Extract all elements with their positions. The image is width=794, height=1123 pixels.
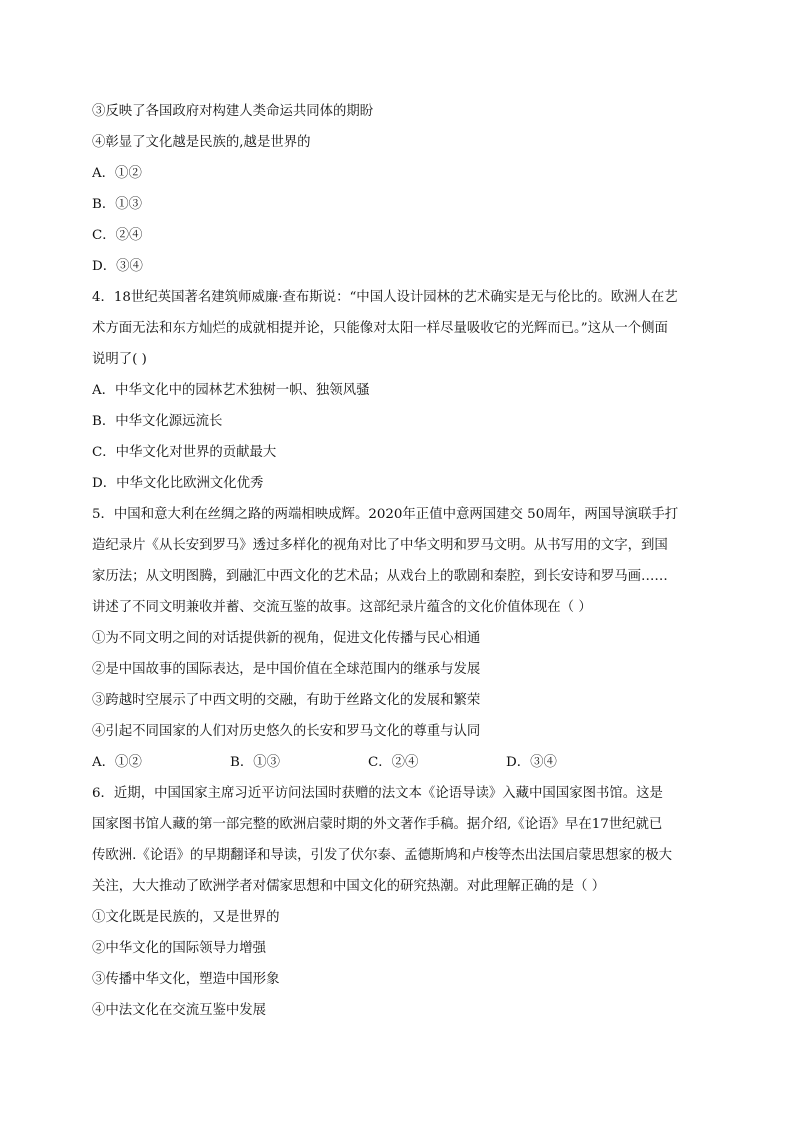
q4-stem-line-2: 术方面无法和东方灿烂的成就相提并论，只能像对太阳一样尽量吸收它的光辉而已。”这从一个侧面 xyxy=(92,321,668,336)
question-4 xyxy=(92,282,704,499)
q6-stem-line-1: 6．近期，中国国家主席习近平访问法国时获赠的法文本《论语导读》入藏中国国家图书馆。这是 xyxy=(92,786,663,801)
q5-stem-line-3: 家历法；从文明图腾，到融汇中西文化的艺术品；从戏台上的歌剧和秦腔，到长安诗和罗马画…… xyxy=(92,569,668,584)
q4-stem-line-1: 4．18世纪英国著名建筑师威廉·查布斯说：“中国人设计园林的艺术确实是无与伦比的。欧洲人在艺 xyxy=(92,290,678,305)
q6-stem-line-4: 关注，大大推动了欧洲学者对儒家思想和中国文化的研究热潮。对此理解正确的是（ ） xyxy=(92,879,606,894)
q3-statement-3: ③反映了各国政府对构建人类命运共同体的期盼 xyxy=(92,104,374,119)
q5-statement-1: ①为不同文明之间的对话提供新的视角，促进文化传播与民心相通 xyxy=(92,631,481,646)
q5-stem-line-2: 造纪录片《从长安到罗马》透过多样化的视角对比了中华文明和罗马文明。从书写用的文字，到国 xyxy=(92,538,668,553)
q4-option-c: C．中华文化对世界的贡献最大 xyxy=(92,445,277,460)
q6-statement-4: ④中法文化在交流互鉴中发展 xyxy=(92,1003,267,1018)
q5-option-d: D．③④ xyxy=(506,755,557,770)
q5-statement-3: ③跨越时空展示了中西文明的交融，有助于丝路文化的发展和繁荣 xyxy=(92,693,481,708)
q5-stem-line-4: 讲述了不同文明兼收并蓄、交流互鉴的故事。这部纪录片蕴含的文化价值体现在（ ） xyxy=(92,600,592,615)
question-3-continued xyxy=(92,96,704,282)
question-5 xyxy=(92,499,704,778)
q6-statement-3: ③传播中华文化，塑造中国形象 xyxy=(92,972,280,987)
document-page xyxy=(92,96,704,1026)
q3-option-c: C．②④ xyxy=(92,228,143,243)
q5-option-c: C．②④ xyxy=(368,755,419,770)
q3-statement-4: ④彰显了文化越是民族的,越是世界的 xyxy=(92,135,311,150)
q3-option-a: A．①② xyxy=(92,166,142,181)
q4-option-a: A．中华文化中的园林艺术独树一帜、独领风骚 xyxy=(92,383,370,398)
question-6 xyxy=(92,778,704,1026)
q3-option-b: B．①③ xyxy=(92,197,143,212)
q6-statement-1: ①文化既是民族的，又是世界的 xyxy=(92,910,280,925)
q5-statement-2: ②是中国故事的国际表达，是中国价值在全球范围内的继承与发展 xyxy=(92,662,481,677)
q4-option-d: D．中华文化比欧洲文化优秀 xyxy=(92,476,264,491)
q4-stem-line-3: 说明了( ) xyxy=(92,352,147,367)
q5-statement-4: ④引起不同国家的人们对历史悠久的长安和罗马文化的尊重与认同 xyxy=(92,724,481,739)
q6-stem-line-2: 国家图书馆人藏的第一部完整的欧洲启蒙时期的外文著作手稿。据介绍,《论语》早在17世纪就已 xyxy=(92,817,663,832)
q4-option-b: B．中华文化源远流长 xyxy=(92,414,223,429)
q6-statement-2: ②中华文化的国际领导力增强 xyxy=(92,941,267,956)
q5-options-row xyxy=(92,747,704,778)
q5-option-a: A．①② xyxy=(92,755,142,770)
q6-stem-line-3: 传欧洲.《论语》的早期翻译和导读，引发了伏尔泰、孟德斯鸠和卢梭等杰出法国启蒙思想家的极大 xyxy=(92,848,673,863)
q3-option-d: D．③④ xyxy=(92,259,143,274)
q5-option-b: B．①③ xyxy=(230,755,281,770)
q5-stem-line-1: 5．中国和意大利在丝绸之路的两端相映成辉。2020年正值中意两国建交 50周年，两国导演联手打 xyxy=(92,507,679,522)
